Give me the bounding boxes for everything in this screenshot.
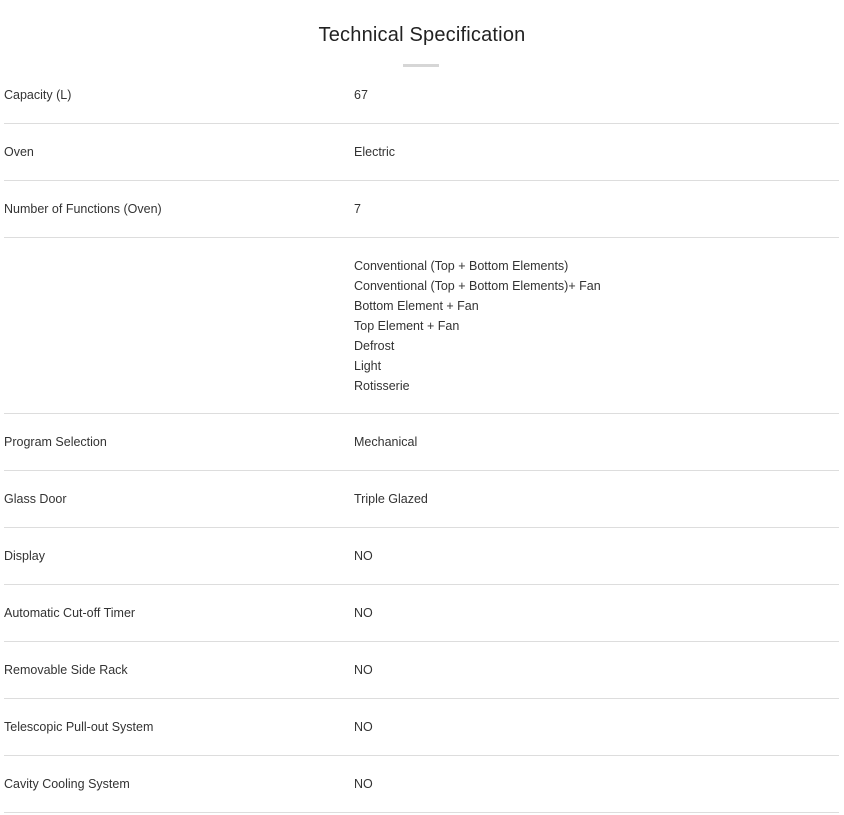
spec-label: Program Selection: [4, 435, 107, 449]
spec-label: Telescopic Pull-out System: [4, 720, 154, 734]
spec-value: Triple Glazed: [354, 492, 428, 506]
function-item: Bottom Element + Fan: [354, 298, 479, 313]
spec-row-cutoff-timer: [4, 585, 839, 642]
spec-value: NO: [354, 606, 373, 620]
spec-value-list: [354, 256, 839, 396]
spec-value: NO: [354, 549, 373, 563]
function-item: Light: [354, 358, 382, 373]
spec-row-functions-list: [4, 238, 839, 414]
spec-row-telescopic: [4, 699, 839, 756]
spec-label: Display: [4, 549, 45, 563]
spec-label: Cavity Cooling System: [4, 777, 130, 791]
spec-label: Automatic Cut-off Timer: [4, 606, 136, 620]
spec-value: Mechanical: [354, 435, 418, 449]
spec-value: 7: [354, 202, 361, 216]
spec-row-cavity-cooling: [4, 756, 839, 813]
function-item: Rotisserie: [354, 378, 410, 393]
spec-row-side-rack: [4, 642, 839, 699]
spec-label: Removable Side Rack: [4, 663, 128, 677]
spec-label: Oven: [4, 145, 34, 159]
spec-row-glass-door: [4, 471, 839, 528]
spec-row-number-of-functions: [4, 181, 839, 238]
function-item: Top Element + Fan: [354, 318, 460, 333]
spec-value: Electric: [354, 145, 395, 159]
spec-value: NO: [354, 663, 373, 677]
spec-value: 67: [354, 88, 368, 102]
spec-label: Number of Functions (Oven): [4, 202, 162, 216]
spec-label: Glass Door: [4, 492, 67, 506]
spec-value: NO: [354, 720, 373, 734]
spec-value: NO: [354, 777, 373, 791]
page-title: Technical Specification: [318, 24, 526, 46]
spec-row-program-selection: [4, 414, 839, 471]
spec-row-display: [4, 528, 839, 585]
spec-row-oven: [4, 124, 839, 181]
spec-row-capacity: [4, 67, 839, 124]
spec-table: [4, 67, 839, 813]
spec-label: Capacity (L): [4, 88, 72, 102]
function-item: Defrost: [354, 338, 395, 353]
function-item: Conventional (Top + Bottom Elements): [354, 258, 569, 273]
function-item: Conventional (Top + Bottom Elements)+ Fan: [354, 278, 601, 293]
